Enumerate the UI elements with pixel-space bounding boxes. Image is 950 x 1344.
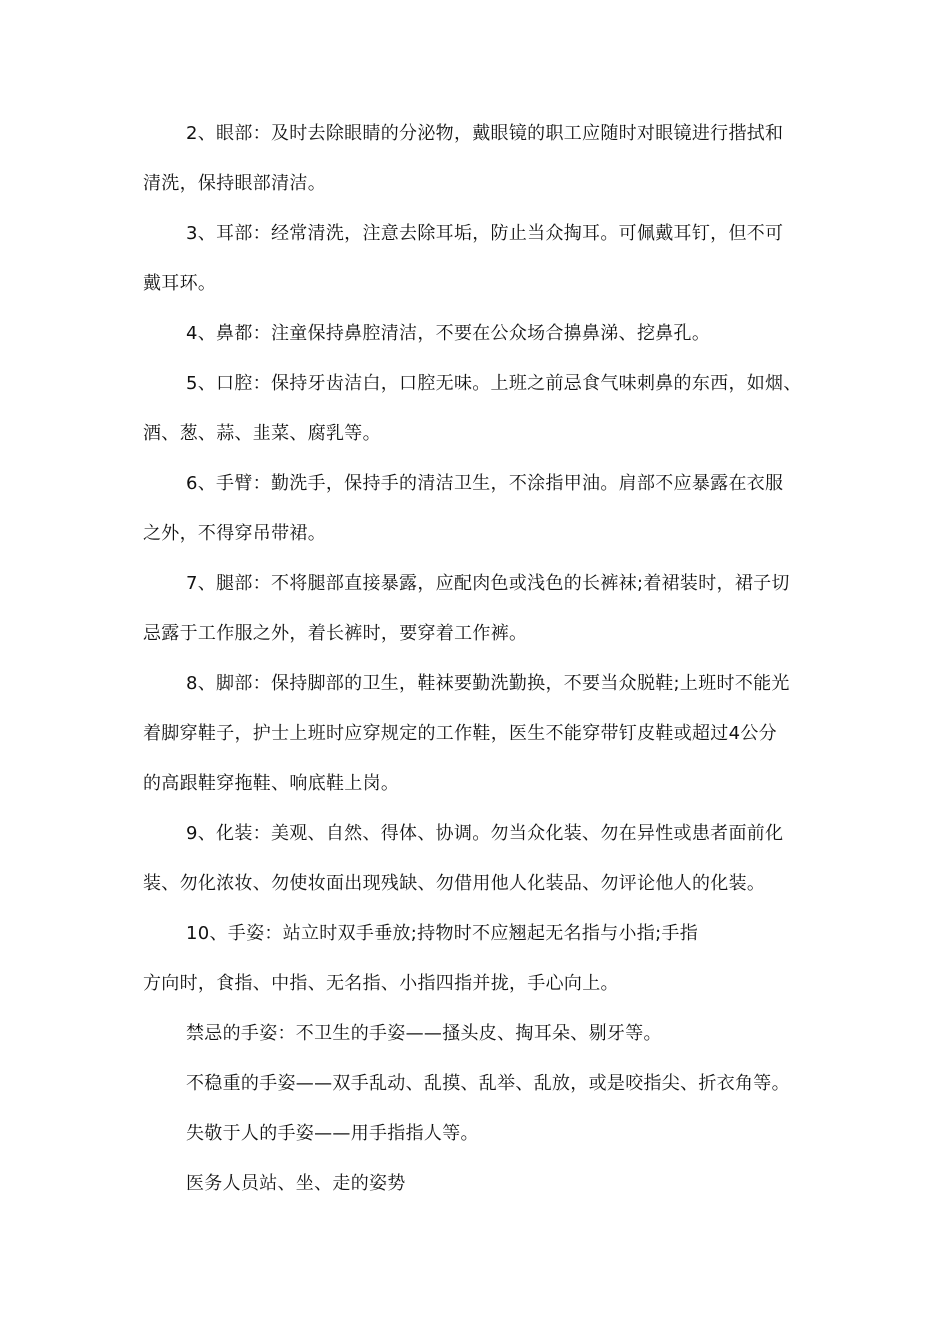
paragraph-hands-line-2: 方向时，食指、中指、无名指、小指四指并拢，手心向上。: [143, 973, 619, 994]
paragraph-makeup-line-1: 9、化装：美观、自然、得体、协调。勿当众化装、勿在异性或患者面前化: [186, 823, 784, 844]
taboo-gestures-line: 禁忌的手姿：不卫生的手姿——搔头皮、掏耳朵、剔牙等。: [186, 1023, 662, 1044]
paragraph-makeup-line-2: 装、勿化浓妆、勿使妆面出现残缺、勿借用他人化装品、勿评论他人的化装。: [143, 873, 766, 894]
paragraph-arms-line-2: 之外，不得穿吊带裙。: [143, 523, 326, 544]
paragraph-ears-line-2: 戴耳环。: [143, 273, 217, 294]
paragraph-arms-line-1: 6、手臂：勤洗手，保持手的清洁卫生，不涂指甲油。肩部不应暴露在衣服: [186, 473, 784, 494]
paragraph-legs-line-1: 7、腿部：不将腿部直接暴露，应配肉色或浅色的长裤袜;着裙装时，裙子切: [186, 573, 790, 594]
paragraph-mouth-line-2: 酒、葱、蒜、韭菜、腐乳等。: [143, 423, 381, 444]
paragraph-feet-line-3: 的高跟鞋穿拖鞋、响底鞋上岗。: [143, 773, 400, 794]
paragraph-ears-line-1: 3、耳部：经常清洗，注意去除耳垢，防止当众掏耳。可佩戴耳钉，但不可: [186, 223, 784, 244]
paragraph-hands-line-1: 10、手姿：站立时双手垂放;持物时不应翘起无名指与小指;手指: [186, 923, 699, 944]
paragraph-mouth-line-1: 5、口腔：保持牙齿洁白，口腔无味。上班之前忌食气味刺鼻的东西，如烟、: [186, 373, 802, 394]
disrespectful-gestures-line: 失敬于人的手姿——用手指指人等。: [186, 1123, 479, 1144]
unsteady-gestures-line: 不稳重的手姿——双手乱动、乱摸、乱举、乱放，或是咬指尖、折衣角等。: [186, 1073, 790, 1094]
paragraph-eyes-line-2: 清洗，保持眼部清洁。: [143, 173, 326, 194]
paragraph-legs-line-2: 忌露于工作服之外，着长裤时，要穿着工作裤。: [143, 623, 528, 644]
section-heading-posture: 医务人员站、坐、走的姿势: [186, 1173, 406, 1194]
paragraph-feet-line-1: 8、脚部：保持脚部的卫生，鞋袜要勤洗勤换，不要当众脱鞋;上班时不能光: [186, 673, 790, 694]
paragraph-eyes-line-1: 2、眼部：及时去除眼睛的分泌物，戴眼镜的职工应随时对眼镜进行揩拭和: [186, 123, 784, 144]
paragraph-nose: 4、鼻都：注童保持鼻腔清洁，不要在公众场合擤鼻涕、挖鼻孔。: [186, 323, 711, 344]
paragraph-feet-line-2: 着脚穿鞋子，护士上班时应穿规定的工作鞋，医生不能穿带钉皮鞋或超过4公分: [143, 723, 777, 744]
